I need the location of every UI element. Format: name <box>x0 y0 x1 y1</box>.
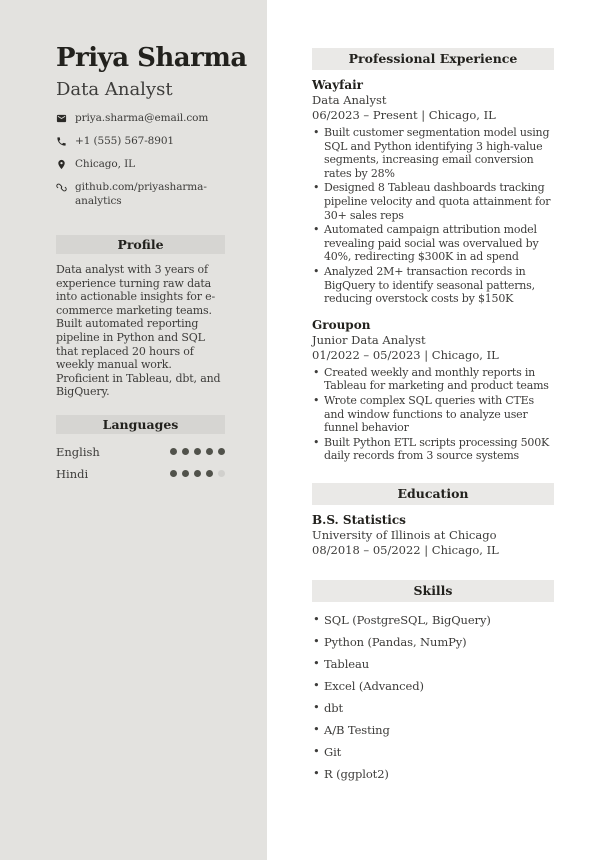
company-name: Wayfair <box>312 78 363 92</box>
language-level-dots <box>170 470 225 477</box>
job-entry-groupon <box>312 318 554 463</box>
main-column <box>267 0 608 860</box>
level-dot-filled <box>170 448 177 455</box>
skill-item: • Git <box>312 745 554 759</box>
languages-section-header: Languages <box>56 415 225 434</box>
link-icon <box>56 182 67 193</box>
profile-section <box>56 235 225 399</box>
job-entry-wayfair <box>312 78 554 306</box>
skill-item: • Tableau <box>312 657 554 671</box>
contact-list <box>56 111 225 208</box>
skills-section <box>312 580 554 781</box>
person-name: Priya Sharma <box>56 43 247 73</box>
degree-name: B.S. Statistics <box>312 512 406 527</box>
job-bullet: • Analyzed 2M+ transaction records in BigQuery to identify seasonal patterns, reducing overstock costs by $150K <box>312 265 554 306</box>
job-dates: 06/2023 – Present | Chicago, IL <box>312 108 496 122</box>
job-bullet-list <box>312 366 554 463</box>
contact-row-email <box>56 111 225 125</box>
job-bullet: • Wrote complex SQL queries with CTEs and window functions to analyze user funnel behavior <box>312 394 554 435</box>
contact-row-location <box>56 157 225 171</box>
skill-item: • dbt <box>312 701 554 715</box>
level-dot-filled <box>206 470 213 477</box>
level-dot-filled <box>182 470 189 477</box>
contact-location-text: Chicago, IL <box>75 158 136 170</box>
phone-icon <box>56 136 67 147</box>
job-bullet: • Built Python ETL scripts processing 500K daily records from 3 source systems <box>312 436 554 463</box>
skill-item: • R (ggplot2) <box>312 767 554 781</box>
contact-github-text: github.com/priyasharma-analytics <box>75 181 207 207</box>
language-name: Hindi <box>56 466 89 481</box>
level-dot-filled <box>218 448 225 455</box>
job-dates: 01/2022 – 05/2023 | Chicago, IL <box>312 347 499 362</box>
profile-text: Data analyst with 3 years of experience turning raw data into actionable insights for e-commerce marketing teams. Built automated reporting pipeline in Python and SQL that replaced 20 hours of weekly manual work. Proficient in Tableau, dbt, and BigQuery. <box>56 263 221 399</box>
skill-item: • A/B Testing <box>312 723 554 737</box>
experience-section-header: Professional Experience <box>312 48 554 70</box>
education-dates: 08/2018 – 05/2022 | Chicago, IL <box>312 542 499 557</box>
skill-item: • SQL (PostgreSQL, BigQuery) <box>312 613 554 627</box>
education-section <box>312 483 554 558</box>
job-bullet-list <box>312 126 554 306</box>
language-row-english <box>56 445 225 459</box>
level-dot-filled <box>194 448 201 455</box>
language-name: English <box>56 444 100 459</box>
location-icon <box>56 159 67 170</box>
skill-item: • Python (Pandas, NumPy) <box>312 635 554 649</box>
experience-section <box>312 48 554 463</box>
job-bullet: • Automated campaign attribution model revealing paid social was overvalued by 40%, redirecting $300K in ad spend <box>312 223 554 264</box>
company-name: Groupon <box>312 317 371 332</box>
languages-section <box>56 415 225 481</box>
education-entry <box>312 513 554 558</box>
job-role: Junior Data Analyst <box>312 332 426 347</box>
job-bullet: • Built customer segmentation model using SQL and Python identifying 3 high-value segments, increasing email conversion rates by 28% <box>312 126 554 180</box>
job-bullet: • Designed 8 Tableau dashboards tracking pipeline velocity and quota attainment for 30+ sales reps <box>312 181 554 222</box>
contact-row-github <box>56 180 225 208</box>
level-dot-filled <box>194 470 201 477</box>
job-role: Data Analyst <box>312 93 387 107</box>
level-dot-empty <box>218 470 225 477</box>
skills-list <box>312 613 554 781</box>
person-job-title: Data Analyst <box>56 79 173 100</box>
skill-item: • Excel (Advanced) <box>312 679 554 693</box>
mail-icon <box>56 113 67 124</box>
sidebar <box>0 0 267 860</box>
level-dot-filled <box>170 470 177 477</box>
education-section-header: Education <box>312 483 554 505</box>
level-dot-filled <box>206 448 213 455</box>
language-level-dots <box>170 448 225 455</box>
level-dot-filled <box>182 448 189 455</box>
profile-section-header: Profile <box>56 235 225 254</box>
school-name: University of Illinois at Chicago <box>312 527 497 542</box>
contact-email-text: priya.sharma@email.com <box>75 112 209 124</box>
contact-row-phone <box>56 134 225 148</box>
skills-section-header: Skills <box>312 580 554 602</box>
job-bullet: • Created weekly and monthly reports in Tableau for marketing and product teams <box>312 366 554 393</box>
language-row-hindi <box>56 467 225 481</box>
contact-phone-text: +1 (555) 567-8901 <box>75 135 174 147</box>
